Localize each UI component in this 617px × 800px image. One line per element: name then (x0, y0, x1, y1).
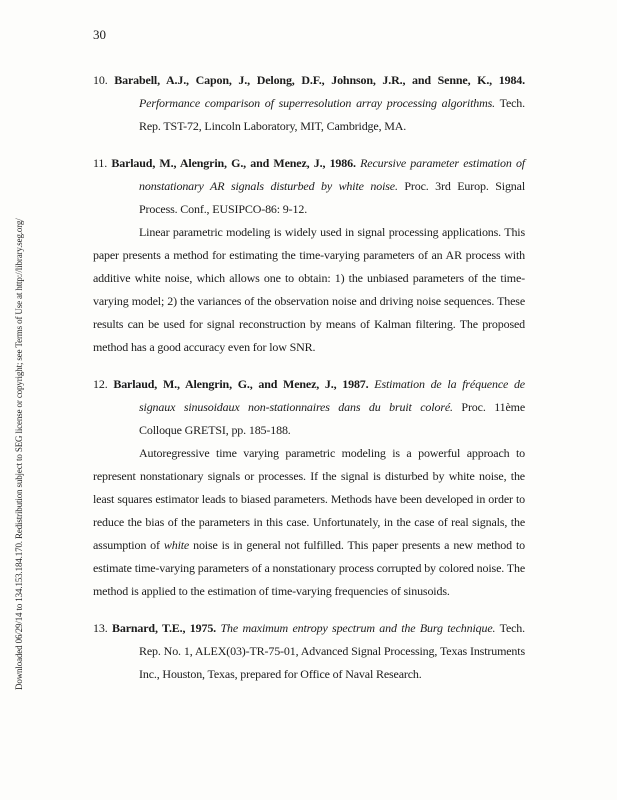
citation-title: The maximum entropy spectrum and the Burg technique. (216, 621, 496, 635)
citation-authors: Barlaud, M., Alengrin, G., and Menez, J., 1987. (107, 377, 369, 391)
citation-source: Proc. 3rd Europ. Signal Process. Conf., EUSIPCO-86: 9-12. (139, 179, 525, 216)
reference-number: 12. (93, 377, 108, 391)
citation (93, 373, 525, 442)
citation-authors: Barabell, A.J., Capon, J., Delong, D.F., Johnson, J.R., and Senne, K., 1984. (107, 73, 525, 87)
reference-number: 13. (93, 621, 108, 635)
citation-title: Performance comparison of superresolution array processing algorithms. (139, 96, 496, 110)
citation-title: Recursive parameter estimation of nonstationary AR signals disturbed by white noise. (139, 156, 525, 193)
citation-source: Tech. Rep. No. 1, ALEX(03)-TR-75-01, Advanced Signal Processing, Texas Instruments Inc., Houston, Texas, prepared for Office of Naval Research. (139, 621, 526, 681)
citation-authors: Barlaud, M., Alengrin, G., and Menez, J., 1986. (107, 156, 356, 170)
reference-entry-10 (93, 69, 525, 138)
reference-entry-11 (93, 152, 525, 359)
citation-authors: Barnard, T.E., 1975. (107, 621, 217, 635)
bibliography-list (93, 69, 525, 686)
citation (93, 617, 525, 686)
reference-number: 11. (93, 156, 108, 170)
reference-number: 10. (93, 73, 108, 87)
reference-entry-12 (93, 373, 525, 603)
abstract (93, 221, 525, 359)
abstract-emphasis: white (163, 538, 190, 552)
abstract-text: noise is in general not fulfilled. This paper presents a new method to estimate time-varying parameters of a nonstationary process corrupted by colored noise. The method is applied to the estimation of time-varying frequencies of sinusoids. (93, 538, 525, 598)
citation-source: Proc. 11ème Colloque GRETSI, pp. 185-188. (139, 400, 525, 437)
page-number: 30 (93, 27, 106, 42)
citation (93, 69, 525, 138)
download-watermark: Downloaded 06/29/14 to 134.153.184.170. Redistribution subject to SEG license or copyright; see Terms of Use at http://library.seg.org/ (14, 218, 24, 690)
abstract-text: Linear parametric modeling is widely used in signal processing applications. This paper presents a method for estimating the time-varying parameters of an AR process with additive white noise, which allows one to obtain: 1) the unbiased parameters of the time-varying model; 2) the variances of the observation noise and driving noise sequences. These results can be used for signal reconstruction by means of Kalman filtering. The proposed method has a good accuracy even for low SNR. (93, 225, 525, 354)
reference-entry-13 (93, 617, 525, 686)
abstract-text: Autoregressive time varying parametric modeling is a powerful approach to represent nonstationary signals or processes. If the signal is disturbed by white noise, the least squares estimator leads to biased parameters. Methods have been developed in order to reduce the bias of the parameters in this case. Unfortunately, in the case of real signals, the assumption of (93, 446, 525, 552)
citation (93, 152, 525, 221)
citation-title: Estimation de la fréquence de signaux sinusoidaux non-stationnaires dans du bruit coloré. (139, 377, 525, 414)
citation-source: Tech. Rep. TST-72, Lincoln Laboratory, MIT, Cambridge, MA. (139, 96, 526, 133)
abstract (93, 442, 525, 603)
